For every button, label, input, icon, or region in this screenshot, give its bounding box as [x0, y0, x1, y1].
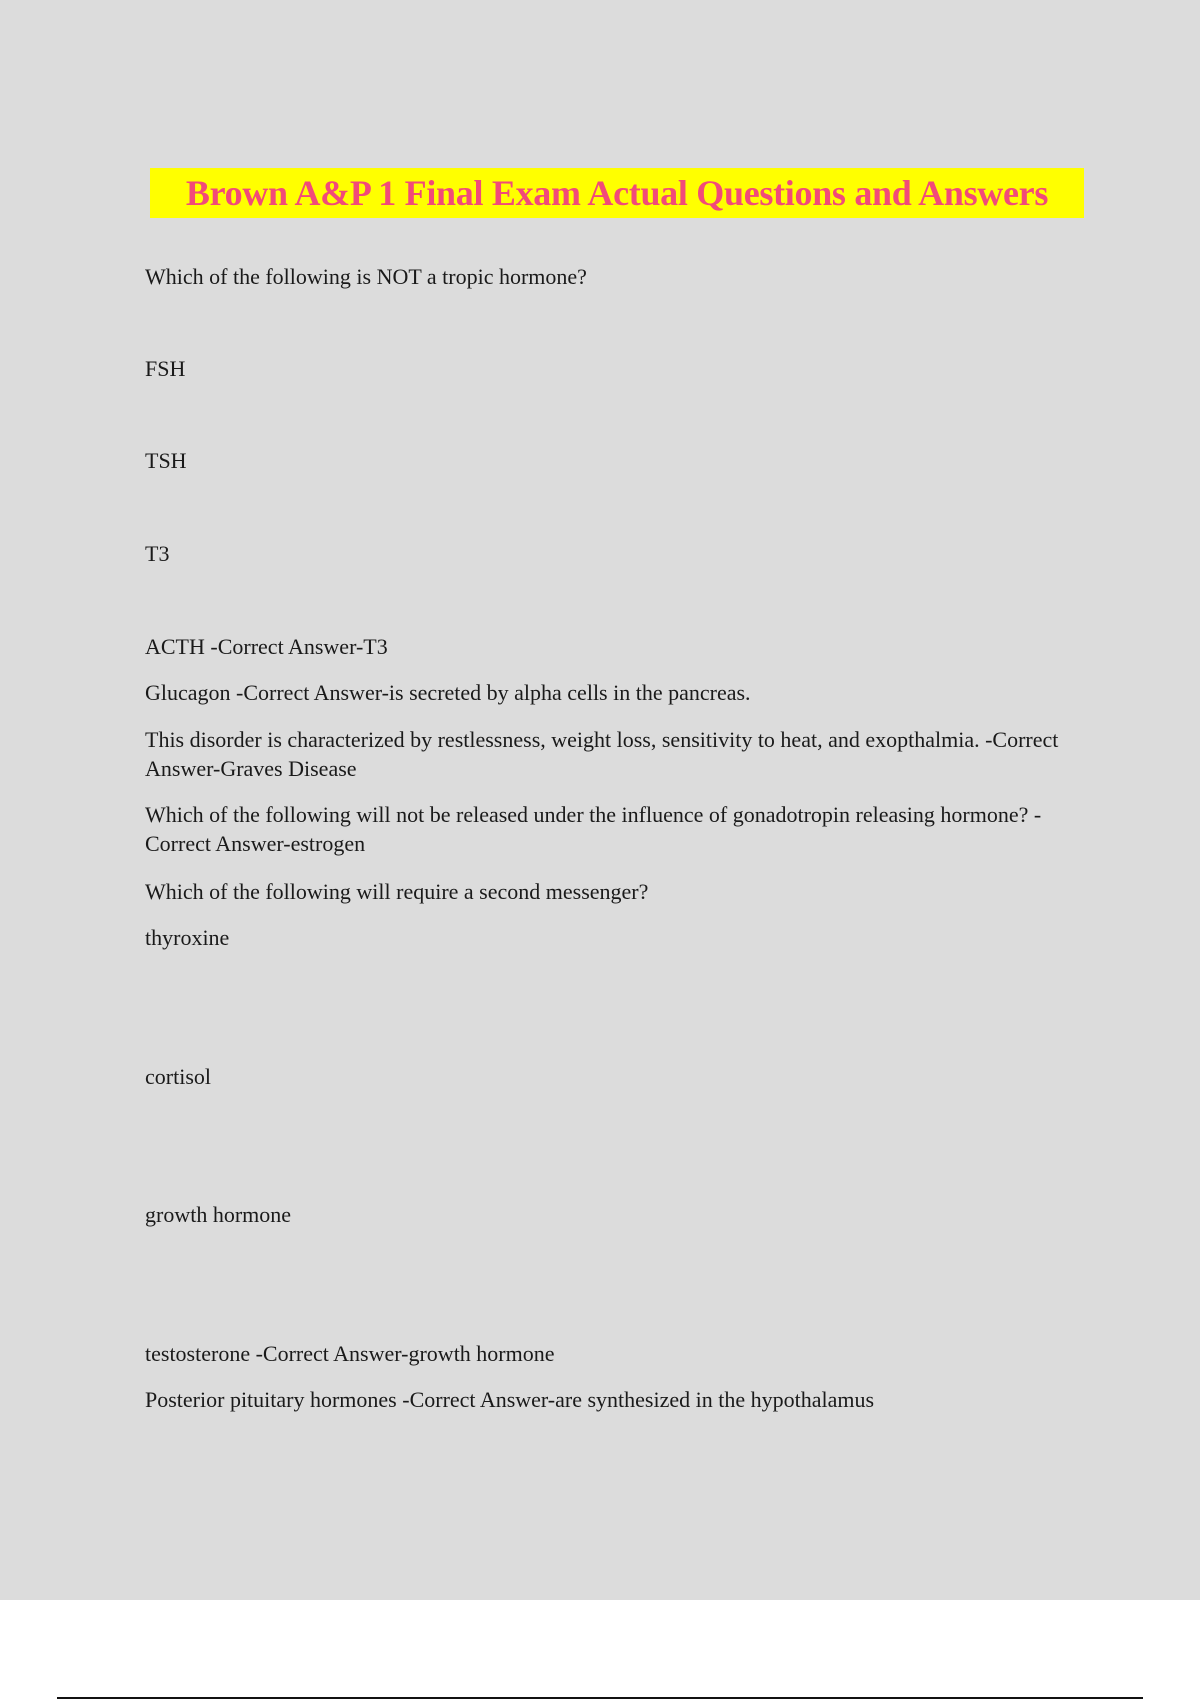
answer-line: Glucagon -Correct Answer-is secreted by alpha cells in the pancreas.: [145, 680, 751, 705]
answer-line: This disorder is characterized by restlessness, weight loss, sensitivity to heat, and exopthalmia. -Correct Answer-Graves Disease: [145, 727, 1059, 781]
footer-rule: [57, 1697, 1143, 1699]
option-line: TSH: [145, 448, 187, 473]
answer-line: ACTH -Correct Answer-T3: [145, 634, 388, 659]
question-line: Which of the following will require a second messenger?: [145, 879, 649, 904]
option-line: thyroxine: [145, 925, 230, 950]
answer-line: Which of the following will not be released under the influence of gonadotropin releasing hormone? -Correct Answer-estrogen: [145, 802, 1042, 856]
option-line: T3: [145, 541, 170, 566]
page-title: Brown A&P 1 Final Exam Actual Questions and Answers: [185, 173, 1049, 213]
question-line: Which of the following is NOT a tropic hormone?: [145, 264, 587, 289]
title-highlight: [150, 168, 1084, 218]
answer-line: Posterior pituitary hormones -Correct Answer-are synthesized in the hypothalamus: [145, 1387, 875, 1412]
option-line: growth hormone: [145, 1202, 292, 1227]
option-line: cortisol: [145, 1064, 211, 1089]
option-line: FSH: [145, 356, 186, 381]
answer-line: testosterone -Correct Answer-growth hormone: [145, 1341, 555, 1366]
